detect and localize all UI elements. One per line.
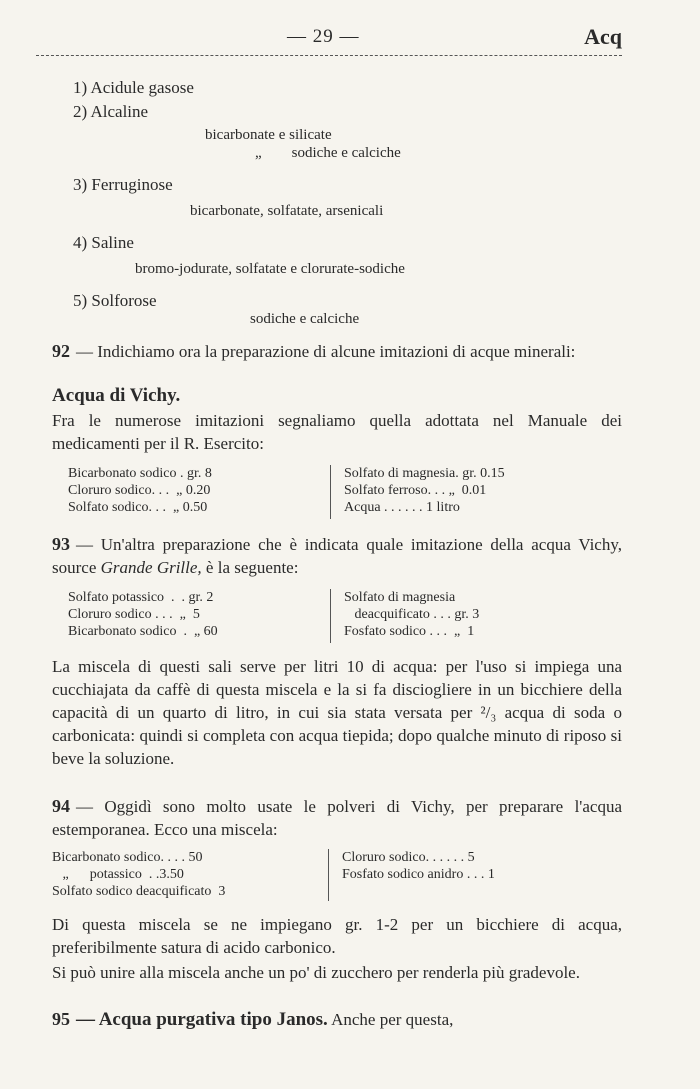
list-item: 1) Acidule gasose: [73, 78, 194, 97]
recipe-row: Cloruro sodico. . . „ 0.20: [68, 483, 211, 498]
recipe-row: Cloruro sodico. . . . . . 5: [342, 850, 475, 865]
page-number: — 29 —: [287, 26, 360, 47]
column-divider: [330, 589, 331, 643]
recipe-right-column: [342, 849, 495, 883]
recipe-row: Bicarbonato sodico . „ 60: [68, 624, 218, 639]
paragraph-text: — Oggidì sono molto usate le polveri di Vichy, per preparare l'acqua estemporanea. Ecco una miscela:: [52, 797, 622, 839]
list-note: „ sodiche e calciche: [255, 145, 401, 161]
list-item: 5) Solforose: [73, 291, 157, 310]
list-item: 4) Saline: [73, 233, 134, 252]
recipe-row: „ potassico . .3.50: [52, 867, 184, 882]
header-rule: [36, 55, 622, 56]
column-divider: [328, 849, 329, 901]
source-name: Grande Grille,: [100, 558, 202, 577]
recipe-row: Cloruro sodico . . . „ 5: [68, 607, 200, 622]
list-note: bicarbonate, solfatate, arsenicali: [190, 203, 384, 219]
section-heading: — Acqua purgativa tipo Janos.: [76, 1009, 328, 1030]
paragraph-dose: Di questa miscela se ne impiegano gr. 1-2 per un bicchiere di acqua, preferibilmente satura di acido carbonico.: [52, 915, 622, 957]
recipe-right-column: [344, 465, 505, 516]
recipe-row: Solfato sodico. . . „ 0.50: [68, 500, 208, 515]
recipe-row: Solfato di magnesia. gr. 0.15: [344, 466, 505, 481]
recipe-table-92: [68, 465, 608, 519]
recipe-left-column: [68, 465, 212, 516]
recipe-right-column: [344, 589, 479, 640]
recipe-row: Bicarbonato sodico . gr. 8: [68, 466, 212, 481]
list-note: bicarbonate e silicate: [205, 127, 332, 143]
recipe-left-column: [52, 849, 225, 900]
paragraph-93: [52, 533, 622, 579]
section-number: 94: [52, 796, 70, 816]
paragraph-instructions: La miscela di questi sali serve per litri 10 di acqua: per l'uso si impiega una cucchiajata da caffè di questa miscela e la si fa disciogliere in un bicchiere della capacità di un quarto di litro, in cui sia stata versata per ²/₃ acqua di soda o carbonicata: quindi si completa con acqua tiepida; dopo qualche minuto di riposo si beve la soluzione.: [52, 657, 622, 768]
recipe-table-93: [68, 589, 608, 643]
paragraph-text: è la seguente:: [201, 558, 299, 577]
recipe-row: Fosfato sodico . . . „ 1: [344, 624, 475, 639]
section-heading: Acqua di Vichy.: [52, 385, 181, 406]
recipe-row: Solfato sodico deacquificato 3: [52, 884, 226, 899]
section-number: 95: [52, 1009, 70, 1029]
recipe-row: Solfato potassico . . gr. 2: [68, 590, 214, 605]
paragraph-text: — Indichiamo ora la preparazione di alcune imitazioni di acque minerali:: [76, 342, 576, 361]
running-head: Acq: [584, 24, 622, 49]
recipe-row: Solfato ferroso. . . „ 0.01: [344, 483, 487, 498]
section-number: 93: [52, 534, 70, 554]
recipe-table-94: [52, 849, 612, 901]
recipe-left-column: [68, 589, 218, 640]
recipe-row: Acqua . . . . . . 1 litro: [344, 500, 460, 515]
recipe-row: deacquificato . . . gr. 3: [344, 607, 480, 622]
list-note: sodiche e calciche: [250, 311, 360, 327]
section-number: 92: [52, 341, 70, 361]
paragraph-sugar: Si può unire alla miscela anche un po' di zucchero per renderla più gradevole.: [52, 963, 580, 982]
list-item: 3) Ferruginose: [73, 175, 173, 194]
recipe-row: Fosfato sodico anidro . . . 1: [342, 867, 495, 882]
list-item: 2) Alcaline: [73, 102, 149, 121]
column-divider: [330, 465, 331, 519]
paragraph-94: [52, 795, 622, 841]
list-note: bromo-jodurate, solfatate e clorurate-sodiche: [135, 261, 405, 277]
recipe-row: Bicarbonato sodico. . . . 50: [52, 850, 203, 865]
paragraph-text: Anche per questa,: [327, 1010, 454, 1029]
paragraph-95: [52, 1008, 622, 1031]
recipe-row: Solfato di magnesia: [344, 590, 456, 605]
paragraph-92: [52, 340, 622, 363]
paragraph-intro: Fra le numerose imitazioni segnaliamo quella adottata nel Manuale dei medicamenti per il R. Esercito:: [52, 411, 622, 453]
paragraph-text: — Un'altra preparazione che è indicata quale imitazione della acqua Vichy, source: [52, 535, 622, 577]
